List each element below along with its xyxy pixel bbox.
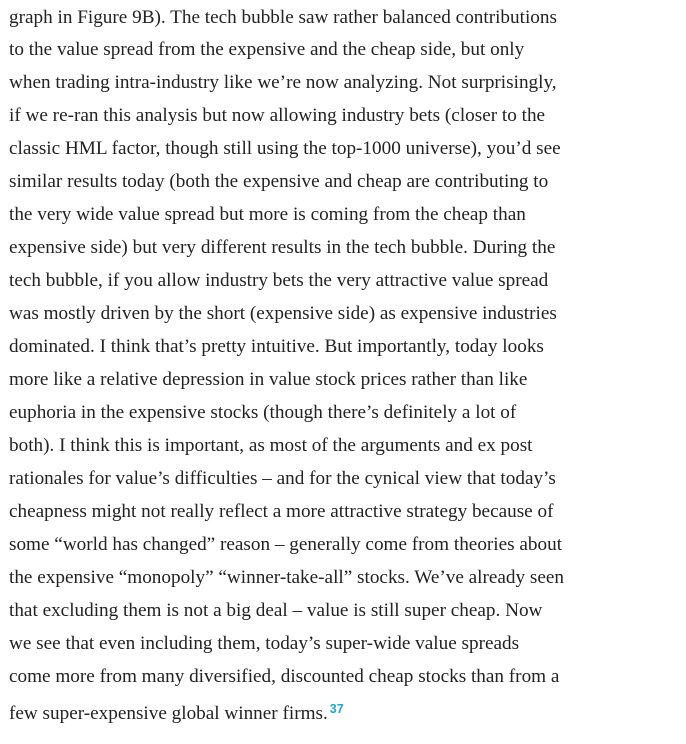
paragraph-line: more like a relative depression in value stock prices rather than like (9, 369, 528, 390)
last-line-text: few super-expensive global winner firms. (9, 703, 328, 724)
paragraph-line: that excluding them is not a big deal – value is still super cheap. Now (9, 600, 543, 621)
paragraph-line: the expensive “monopoly” “winner-take-all” stocks. We’ve already seen (9, 567, 564, 588)
paragraph-line: classic HML factor, though still using the top-1000 universe), you’d see (9, 138, 561, 159)
paragraph-line: some “world has changed” reason – generally come from theories about (9, 534, 563, 555)
paragraph-line: graph in Figure 9B). The tech bubble saw rather balanced contributions (9, 7, 557, 28)
paragraph-line: we see that even including them, today’s super-wide value spreads (9, 633, 520, 654)
article-body (9, 0, 681, 726)
paragraph-line: cheapness might not really reflect a more attractive strategy because of (9, 501, 554, 522)
paragraph-line: both). I think this is important, as most of the arguments and ex post (9, 435, 533, 456)
paragraph-line: similar results today (both the expensive and cheap are contributing to (9, 171, 549, 192)
paragraph-line: rationales for value’s difficulties – and for the cynical view that today’s (9, 468, 556, 489)
paragraph-line: if we re-ran this analysis but now allowing industry bets (closer to the (9, 105, 546, 126)
footnote-link[interactable]: 37 (329, 702, 344, 716)
paragraph-line: tech bubble, if you allow industry bets the very attractive value spread (9, 270, 549, 291)
paragraph-line: when trading intra-industry like we’re now analyzing. Not surprisingly, (9, 72, 557, 93)
body-paragraph (9, 2, 681, 726)
paragraph-line: euphoria in the expensive stocks (though there’s definitely a lot of (9, 402, 517, 423)
paragraph-line: expensive side) but very different results in the tech bubble. During the (9, 237, 556, 258)
paragraph-line: was mostly driven by the short (expensive side) as expensive industries (9, 303, 557, 324)
paragraph-line-last (9, 693, 681, 726)
paragraph-line: the very wide value spread but more is coming from the cheap than (9, 204, 526, 225)
paragraph-line: to the value spread from the expensive and the cheap side, but only (9, 39, 525, 60)
paragraph-line: come more from many diversified, discounted cheap stocks than from a (9, 666, 560, 687)
paragraph-line: dominated. I think that’s pretty intuitive. But importantly, today looks (9, 336, 544, 357)
